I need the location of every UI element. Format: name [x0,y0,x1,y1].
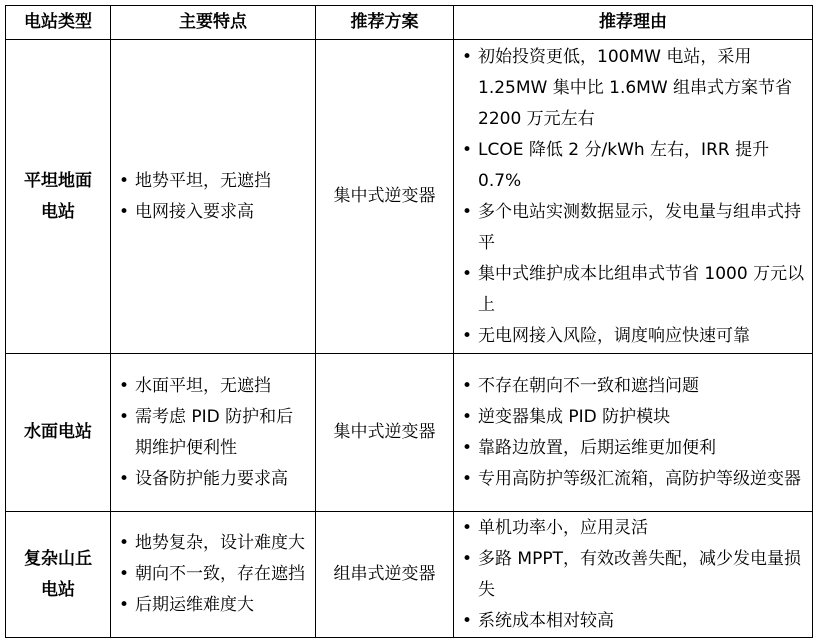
reasons-cell [454,354,813,512]
features-cell [111,354,316,512]
reasons-list [460,42,806,352]
list-item: • 多个电站实测数据显示，发电量与组串式持平 [460,197,806,259]
features-cell [111,512,316,638]
header-recommended-reasons: 推荐理由 [454,6,813,40]
list-item: • 多路 MPPT，有效改善失配，减少发电量损失 [460,544,806,606]
station-type-cell [6,512,111,638]
list-item: • 设备防护能力要求高 [117,464,309,495]
reasons-list [460,513,806,637]
features-list [117,528,309,621]
features-list [117,371,309,495]
list-item: • 水面平坦，无遮挡 [117,371,309,402]
list-item: • 集中式维护成本比组串式节省 1000 万元以上 [460,259,806,321]
features-list [117,166,309,228]
list-item: • 地势平坦，无遮挡 [117,166,309,197]
table-row [6,354,813,512]
reasons-cell [454,512,813,638]
solution-cell: 集中式逆变器 [316,40,454,354]
solution-cell: 组串式逆变器 [316,512,454,638]
list-item: • 单机功率小，应用灵活 [460,513,806,544]
list-item: • LCOE 降低 2 分/kWh 左右，IRR 提升 0.7% [460,135,806,197]
station-type-cell [6,354,111,512]
header-main-features: 主要特点 [111,6,316,40]
comparison-table [5,5,813,638]
list-item: • 专用高防护等级汇流箱，高防护等级逆变器 [460,464,806,495]
list-item: • 靠路边放置，后期运维更加便利 [460,433,806,464]
table-row [6,40,813,354]
list-item: • 无电网接入风险，调度响应快速可靠 [460,321,806,352]
list-item: • 朝向不一致，存在遮挡 [117,559,309,590]
station-type-cell [6,40,111,354]
list-item: • 后期运维难度大 [117,590,309,621]
list-item: • 初始投资更低，100MW 电站，采用 1.25MW 集中比 1.6MW 组串式方案节省 2200 万元左右 [460,42,806,135]
station-type-label: 复杂山丘电站 [24,548,92,600]
station-type-label: 水面电站 [24,422,92,442]
list-item: • 地势复杂，设计难度大 [117,528,309,559]
table-row [6,512,813,638]
list-item: • 逆变器集成 PID 防护模块 [460,402,806,433]
list-item: • 电网接入要求高 [117,197,309,228]
station-type-label: 平坦地面电站 [24,170,92,222]
list-item: • 系统成本相对较高 [460,606,806,637]
reasons-list [460,371,806,495]
list-item: • 不存在朝向不一致和遮挡问题 [460,371,806,402]
list-item: • 需考虑 PID 防护和后期维护便利性 [117,402,309,464]
header-recommended-solution: 推荐方案 [316,6,454,40]
header-station-type: 电站类型 [6,6,111,40]
header-row [6,6,813,40]
features-cell [111,40,316,354]
solution-cell: 集中式逆变器 [316,354,454,512]
reasons-cell [454,40,813,354]
